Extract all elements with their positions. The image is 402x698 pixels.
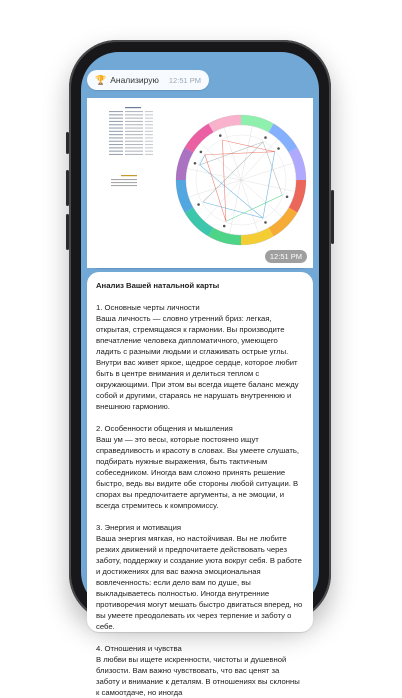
phone-frame <box>69 40 331 697</box>
section-heading: 1. Основные черты личности <box>96 303 200 312</box>
natal-chart-image-message[interactable] <box>87 98 313 268</box>
section-3 <box>96 522 304 632</box>
section-body: Ваша энергия мягкая, но настойчивая. Вы не любите резких движений и предпочитаете действовать через заботу, поддержку и создание уюта вокруг себя. В работе и достижениях для вас важна эмоциональная вовлеченность: если дело вам по душе, вы выкладываетесь полностью. Иногда внутренние противоречия могут мешать быстро двигаться вперед, но вы умеете преодолевать их через терпение и заботу о себе. <box>96 534 303 631</box>
trophy-icon: 🏆 <box>95 74 107 85</box>
section-heading: 3. Энергия и мотивация <box>96 523 182 532</box>
section-body: В любви вы ищете искренности, чистоты и душевной близости. Вам важно чувствовать, что вас ценят за заботу и внимание к деталям. В отношениях вы склонны к самоотдаче, но иногда <box>96 655 300 697</box>
volume-down-button <box>66 214 69 250</box>
zodiac-wheel <box>176 115 306 245</box>
analysis-message <box>87 272 313 697</box>
section-body: Ваш ум — это весы, которые постоянно ищут справедливость и красоту в словах. Вы умеете слушать, подбирать нужные выражения, быть тактичным собеседником. Иногда вам сложно принять решение быстро, ведь вы видите обе стороны любой ситуации. В спорах вы предпочитаете аргументы, а не эмоции, и всегда стремитесь к компромиссу. <box>96 435 300 510</box>
chat-view <box>81 52 319 697</box>
image-time: 12:51 PM <box>265 250 307 263</box>
mute-switch <box>66 132 69 154</box>
natal-chart-image <box>87 98 313 268</box>
section-body: Ваша личность — словно утренний бриз: легкая, открытая, стремящаяся к гармонии. Вы производите впечатление человека дипломатичного, умеющего ладить с разными людьми и сглаживать острые углы. Внутри вас живет яркое, щедрое сердце, которое любит быть в центре внимания и делиться теплом с окружающими. При этом вы всегда ищете баланс между собой и другими, стараясь не нарушать внутреннюю и внешнюю гармонию. <box>96 314 299 411</box>
status-message <box>87 70 209 90</box>
power-button <box>331 190 334 244</box>
status-label: Анализирую <box>110 75 159 85</box>
phone-screen <box>81 52 319 697</box>
section-heading: 2. Особенности общения и мышления <box>96 424 233 433</box>
section-4 <box>96 643 304 698</box>
section-heading: 4. Отношения и чувства <box>96 644 182 653</box>
status-time: 12:51 PM <box>168 75 201 85</box>
section-2 <box>96 423 304 511</box>
section-1 <box>96 302 304 412</box>
analysis-title: Анализ Вашей натальной карты <box>96 281 220 290</box>
volume-up-button <box>66 170 69 206</box>
